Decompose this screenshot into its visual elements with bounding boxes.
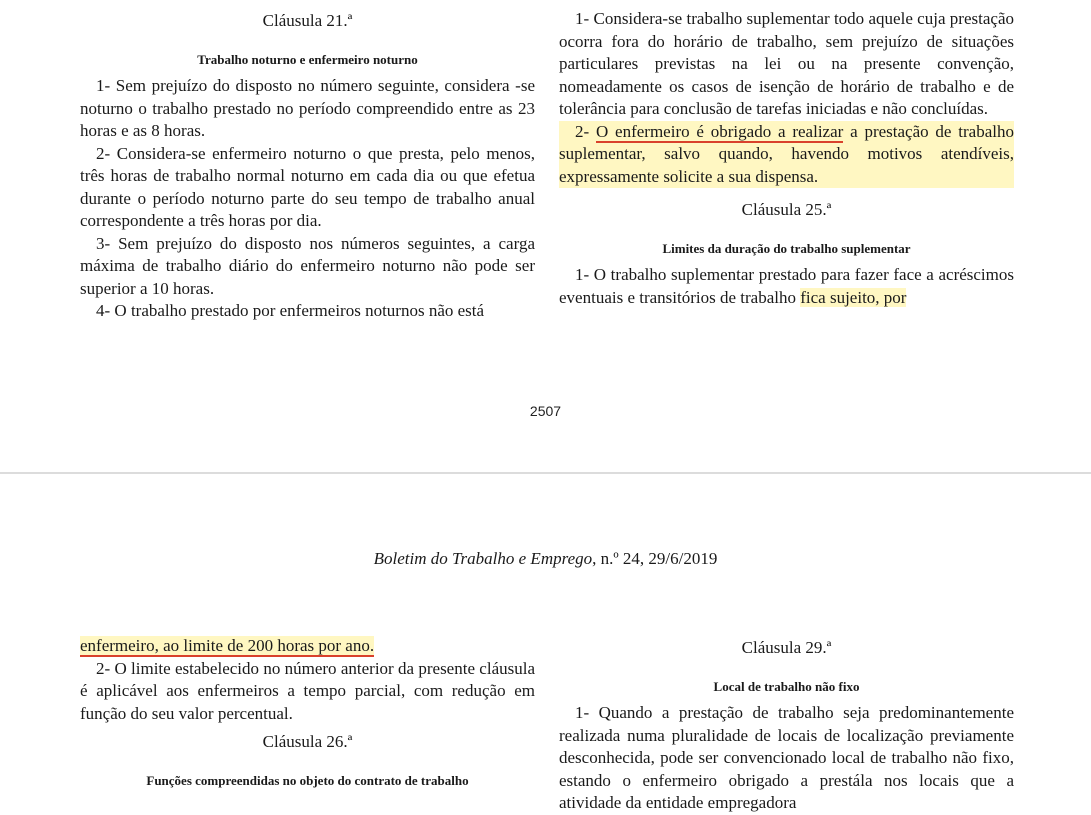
highlighted-paragraph: [559, 121, 1014, 189]
paragraph: 4- O trabalho prestado por enfermeiros noturnos não está: [96, 301, 485, 320]
paragraph-text: 1- O trabalho suplementar prestado para fazer face a acréscimos eventuais e transitórios de trabalho: [559, 265, 1014, 307]
clause-29-subtitle: Local de trabalho não fixo: [713, 679, 860, 694]
right-column: [559, 8, 1014, 309]
paragraph-number: 2-: [575, 121, 596, 141]
underlined-text: O enfermeiro é obrigado a realizar: [595, 121, 844, 141]
left-column: [80, 10, 535, 323]
paragraph: 3- Sem prejuízo do disposto nos números seguintes, a carga máxima de trabalho diário do enfermeiro noturno não pode ser superior a 10 horas.: [80, 233, 535, 298]
clause-25-title: Cláusula 25.ª: [741, 200, 832, 219]
paragraph: 1- Sem prejuízo do disposto no número seguinte, considera -se noturno o trabalho prestado no período compreendido entre as 23 horas e as 8 horas.: [80, 76, 535, 140]
paragraph: 2- O limite estabelecido no número anterior da presente cláusula é aplicável aos enfermeiros a tempo parcial, com redução em função do seu valor percentual.: [80, 658, 535, 723]
paragraph: [559, 264, 1014, 309]
highlighted-text: fica sujeito, por: [800, 287, 907, 307]
paragraph-continuation: [80, 635, 535, 658]
page-number: 2507: [529, 403, 562, 419]
clause-21-subtitle: Trabalho noturno e enfermeiro noturno: [197, 52, 418, 67]
clause-29-title: Cláusula 29.ª: [741, 638, 832, 657]
clause-26-title: Cláusula 26.ª: [262, 732, 353, 751]
journal-title: Boletim do Trabalho e Emprego: [373, 549, 593, 568]
right-column: [559, 637, 1014, 815]
running-header: [0, 549, 1091, 569]
paragraph: 1- Quando a prestação de trabalho seja predominantemente realizada numa pluralidade de locais de localização previamente desconhecida, pode ser convencionado local de trabalho não fixo, estando o enfermeiro obrigado a prestála nos locais que a atividade da entidade empregadora: [559, 703, 1014, 812]
document-page-lower: [0, 474, 1091, 812]
left-column: [80, 635, 535, 790]
paragraph: 2- Considera-se enfermeiro noturno o que presta, pelo menos, três horas de trabalho normal noturno em cada dia ou que efetua durante o período noturno parte do seu tempo de trabalho anual correspondente a três horas por dia.: [80, 143, 535, 230]
clause-25-subtitle: Limites da duração do trabalho suplementar: [662, 241, 911, 256]
highlighted-underlined-text: enfermeiro, ao limite de 200 horas por ano.: [80, 636, 375, 655]
paragraph: 1- Considera-se trabalho suplementar todo aquele cuja prestação ocorra fora do horário de trabalho, sem prejuízo de situações particulares previstas na lei ou na presente convenção, nomeadamente os casos de isenção de horário de trabalho e de tolerância para conclusão de tarefas iniciadas e não concluídas.: [559, 9, 1014, 118]
clause-21-title: Cláusula 21.ª: [262, 11, 353, 30]
issue-info: , n.º 24, 29/6/2019: [592, 549, 718, 568]
clause-26-subtitle: Funções compreendidas no objeto do contrato de trabalho: [146, 773, 469, 788]
paragraph-text: a prestação de trabalho suplementar, salvo quando, havendo motivos atendíveis, expressamente solicite a sua dispensa.: [559, 121, 1014, 186]
